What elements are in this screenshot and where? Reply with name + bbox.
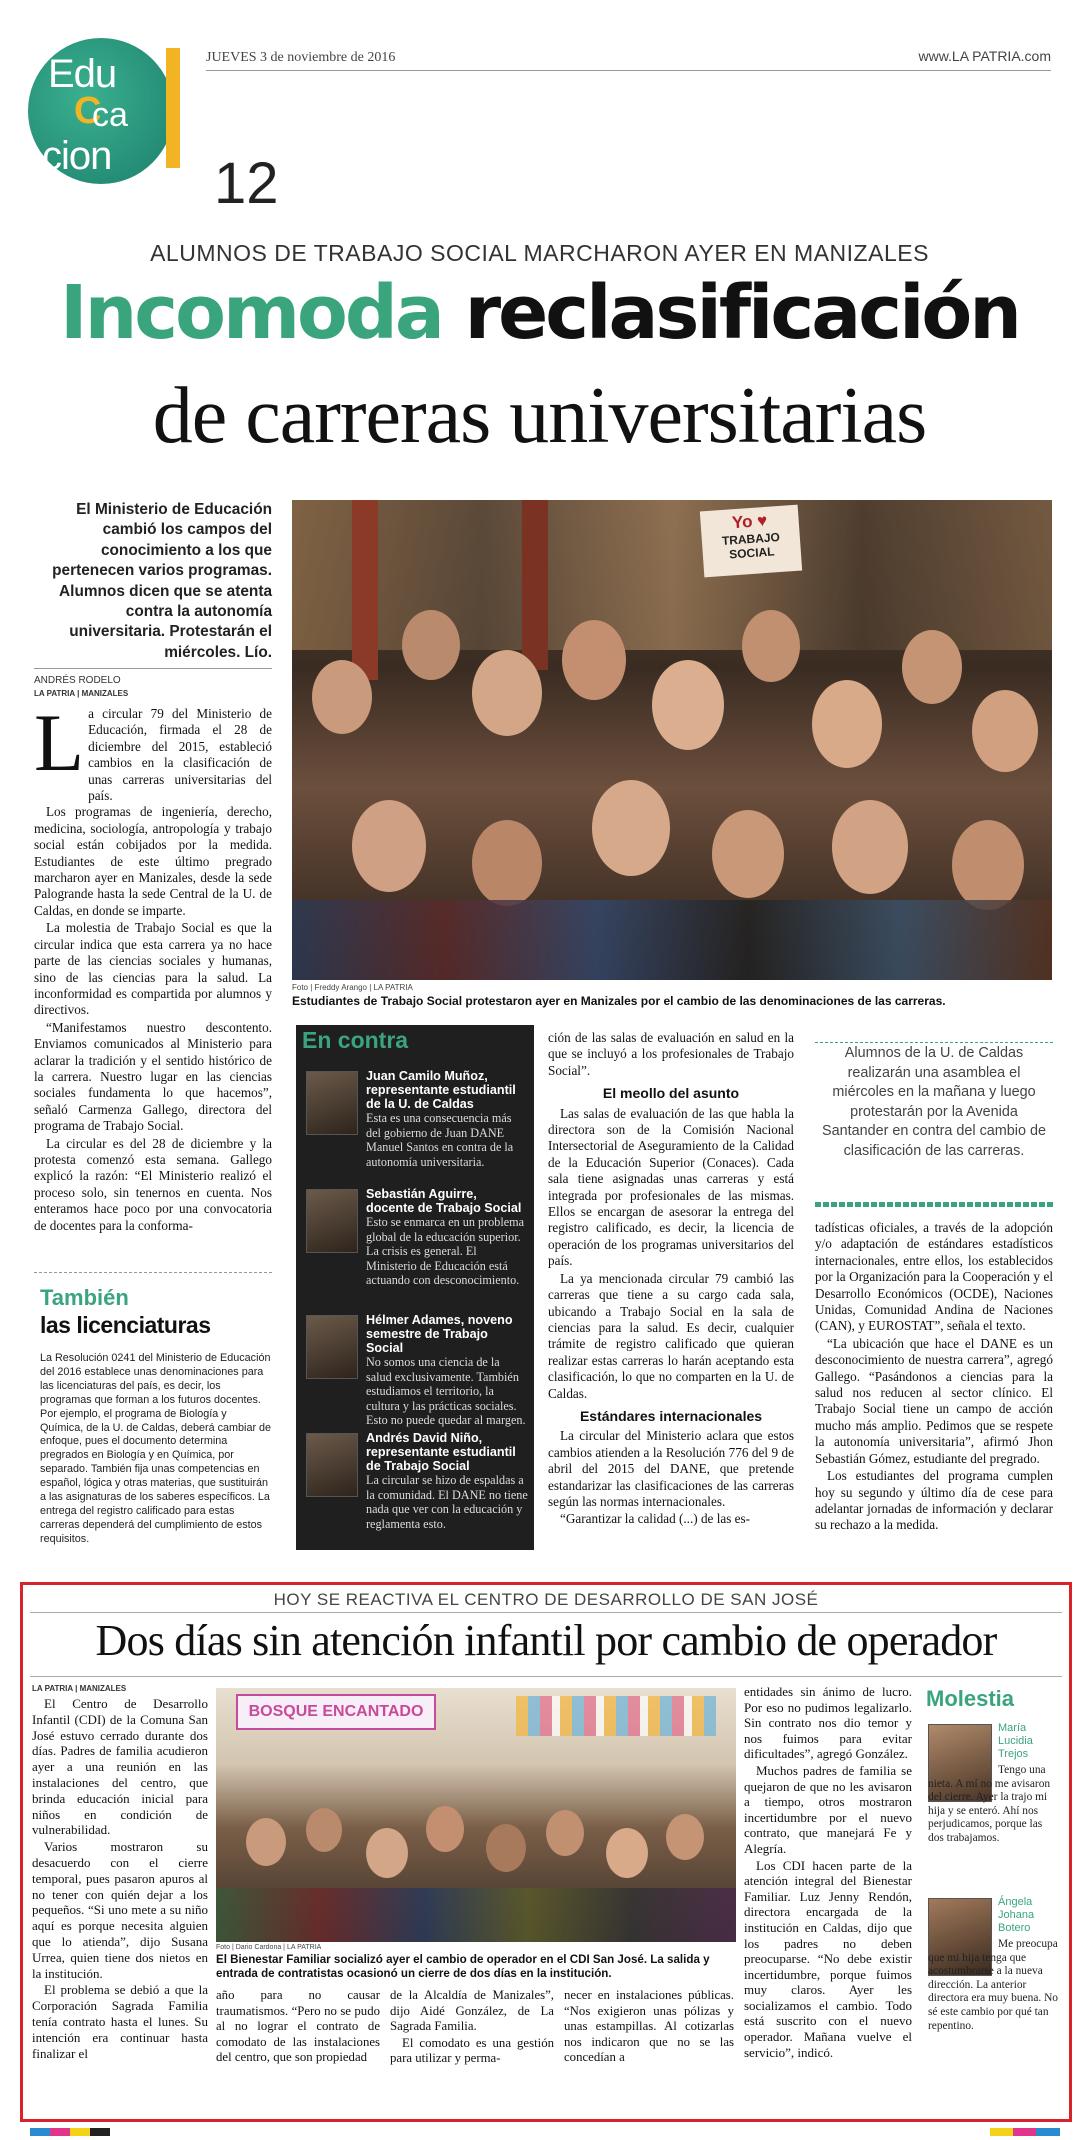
sign-text-1: Yo ♥ — [731, 510, 768, 533]
story1-col1 — [34, 697, 272, 1235]
tambien-title-2: las licenciaturas — [40, 1312, 211, 1338]
para-1: a circular 79 del Ministerio de Educación, firmada el 28 de diciembre del 2015, estableció cambios en la clasificación de unas carreras universitarias del país. — [88, 706, 272, 804]
col4-para-1: tadísticas oficiales, a través de la adopción y/o adaptación de estándares estadísticos internacionales, entre ellos, los establecidos por la Organización para la Cooperación y el Desarrollo Económicos (OCDE), Naciones Unidas, Comunidad Andina de Naciones (CAN), y EUROSTAT”, señala el texto. — [815, 1220, 1053, 1334]
photo-caption: Estudiantes de Trabajo Social protestaron ayer en Manizales por el cambio de las denominaciones de las carreras. — [292, 994, 946, 1008]
story1-kicker: ALUMNOS DE TRABAJO SOCIAL MARCHARON AYER EN MANIZALES — [150, 240, 929, 266]
bottom-col2-text-a: de la Alcaldía de Manizales”, dijo Aidé González, de La Sagrada Familia. — [390, 1988, 554, 2034]
protest-sign — [700, 505, 802, 578]
story2-headline-rule — [30, 1676, 1062, 1677]
col3-para-3: La ya mencionada circular 79 cambió las carreras que tiene a su cargo cada sala, ubicando a Trabajo Social en la sala de ciencias para la salud. Es decir, cualquier trámite de registro calificado que quieran realizar estas carreras lo harán aceptando esta clasificación, lo que no comparten en la U. de Caldas. — [548, 1270, 794, 1401]
crowd-face — [832, 800, 908, 894]
story2-photo — [216, 1688, 736, 1942]
person-name: Andrés David Niño, representante estudiantil de Trabajo Social — [366, 1431, 516, 1473]
en-contra-box — [296, 1025, 534, 1550]
pullquote-rule-bottom — [815, 1202, 1053, 1207]
website[interactable]: www.LA PATRIA.com — [918, 48, 1051, 64]
s2-para-1: El Centro de Desarrollo Infantil (CDI) de la Comuna San José estuvo cerrado durante dos días. Padres de familia acudieron ayer a una reunión en las instalaciones del centro, que brinda educación inicial para niños en condición de vulnerabilidad. — [32, 1696, 208, 1838]
tambien-text: La Resolución 0241 del Ministerio de Educación del 2016 establece unas denominaciones para las licenciaturas del país, es decir, los programas que forman a los futuros docentes. Por ejemplo, el programa de Biología y Química, de la U. de Caldas, deberá cambiar de enfoque, pues el documento determina pregrados en Biología y en Química, por separado. También fija unas competencias en español, lógica y otras materias, que sustituirán a las asignaturas de los saberes específicos. La entrega del registro calificado para estas carreras dependerá del cumplimiento de estos requisitos. — [40, 1352, 272, 1545]
print-color-marks — [30, 2128, 110, 2136]
story1-headline — [0, 268, 1079, 358]
col4-para-2: “La ubicación que hace el DANE es un desconocimiento de nuestra carrera”, agregó Gallego. “Pasándonos a ciencias para la salud nos reducen al sector clínico. El Trabajo Social tiene un campo de acción mucho más amplio. Pedimos que se respete la autonomía universitaria”, afirmó Jhon Sebastián Gómez, estudiante del pregrado. — [815, 1335, 1053, 1466]
person-quote: La circular se hizo de espaldas a la comunidad. El DANE no tiene nada que ver con la educación y reglamenta esto. — [366, 1473, 528, 1531]
pullquote-rule-top — [815, 1042, 1053, 1043]
story1-headline-green: Incomoda — [60, 270, 442, 356]
crowd-face — [306, 1808, 342, 1852]
section-logo-word-2: ca — [92, 96, 128, 134]
person-name: Juan Camilo Muñoz, representante estudiantil de la U. de Caldas — [366, 1069, 516, 1111]
crowd-face — [352, 800, 426, 892]
crowd-face — [472, 650, 542, 736]
crowd-face — [812, 680, 882, 768]
story1-headline-line2: de carreras universitarias — [152, 372, 927, 460]
s2-para-2: Varios mostraron su desacuerdo con el cierre temporal, pues pasaron apuros al no tener con quién dejar a los pequeños. “Si uno mete a su niño aquí es porque necesita alguien que lo atienda”, dijo Susana Urrea, quien tiene dos nietos en la institución. — [32, 1839, 208, 1981]
story1-col3 — [548, 1030, 794, 1529]
lead-paragraph — [34, 697, 272, 804]
section-logo-word-1: Edu — [48, 52, 117, 96]
crowd-face — [562, 620, 626, 700]
para-2: Los programas de ingeniería, derecho, medicina, sociología, antropología y trabajo social están cobijados por la medida. Estudiantes de este último pregrado marcharon ayer en Manizales, desde la sede Palogrande hasta la sede Central de la U. de Caldas, en donde se imparte. — [34, 804, 272, 918]
col4-para-3: Los estudiantes del programa cumplen hoy su segundo y último día de cese para adelantar jornadas de información y declarar su rechazo a la medida. — [815, 1468, 1053, 1533]
drop-cap: L — [34, 697, 85, 788]
photo-banner — [236, 1694, 436, 1730]
crowd-face — [742, 610, 800, 682]
crowd-face — [246, 1818, 286, 1866]
en-contra-item — [302, 1313, 528, 1428]
person-quote: Esto se enmarca en un problema global de la educación superior. La crisis es general. El Ministerio de Educación está actuando con desconocimiento. — [366, 1215, 525, 1288]
section-logo — [28, 38, 198, 188]
crowd-face — [312, 660, 372, 734]
crowd-face — [426, 1806, 464, 1852]
bottom-col1-text: año para no causar traumatismos. “Pero no se pudo al no lograr el contrato de comodato de las instalaciones del centro, que son propiedad — [216, 1988, 380, 2065]
story1-photo — [292, 500, 1052, 980]
photo-decor — [516, 1696, 716, 1736]
crowd-face — [546, 1810, 584, 1856]
sign-text-2: TRABAJO SOCIAL — [721, 529, 781, 562]
crowd-face — [902, 630, 962, 704]
story2-col1 — [32, 1696, 208, 2062]
person-quote: No somos una ciencia de la salud exclusivamente. También estudiamos el territorio, la cultura y las prácticas sociales. Esto no puede quedar al margen. — [366, 1355, 526, 1428]
photo-banner-text: BOSQUE ENCANTADO — [248, 1703, 424, 1720]
photo-seats — [216, 1888, 736, 1942]
story2-headline: Dos días sin atención infantil por cambio de operador — [95, 1616, 997, 1665]
crowd-face — [652, 660, 724, 750]
date-line: JUEVES 3 de noviembre de 2016 — [206, 50, 396, 65]
col3-para-5: “Garantizar la calidad (...) de las es- — [560, 1511, 751, 1527]
section-logo-bar — [166, 48, 180, 168]
s2-para-3: El problema se debió a que la Corporación Sagrada Familia tenía contrato hasta el lunes. Su intención era continuar hasta finalizar el — [32, 1982, 208, 2061]
para-4: “Manifestamos nuestro descontento. Enviamos comunicados al Ministerio para aclarar la tradición y el sentido histórico de la carrera. Nuestro lugar en las ciencias sociales fundamenta lo que hacemos”, señaló Carmenza Gallego, directora del programa de Trabajo Social. — [34, 1019, 272, 1134]
person-name: Sebastián Aguirre, docente de Trabajo Social — [366, 1187, 522, 1215]
crowd-face — [402, 610, 460, 680]
page-number: 12 — [214, 151, 279, 216]
en-contra-item — [302, 1069, 528, 1169]
col3-subhead-1: El meollo del asunto — [602, 1085, 740, 1102]
byline-org: LA PATRIA | MANIZALES — [34, 689, 129, 698]
story2-col3 — [744, 1684, 912, 2061]
print-color-marks-right — [990, 2128, 1060, 2136]
col3-para-2: Las salas de evaluación de las que habla la directora son de la Comisión Nacional Intersectorial de Aseguramiento de la Calidad de la Educación Superior (Conaces). Cada sala tiene asignadas unas carreras y está integrada por profesionales de las mismas. Ellos se encargan de asesorar la entrega del registro calificado, es decir, la licencia de operación de los programas universitarios del país. — [548, 1105, 794, 1269]
en-contra-title: En contra — [302, 1027, 409, 1053]
header-rule — [206, 70, 1051, 71]
section-logo-word-3: cion — [42, 134, 112, 178]
photo-credit: Foto | Freddy Arango | LA PATRIA — [292, 983, 413, 992]
en-contra-item — [302, 1431, 528, 1531]
s2c3-para-2: Muchos padres de familia se quejaron de que no les avisaron a tiempo, otros mostraron incertidumbre por el nuevo contrato, que manejará Fe y Alegría. — [744, 1762, 912, 1856]
photo-pillar-2 — [522, 500, 548, 670]
col3-subhead-2: Estándares internacionales — [579, 1407, 763, 1424]
tambien-rule — [34, 1272, 272, 1273]
photo-shirts — [292, 900, 1052, 980]
bottom-col3-text: necer en instalaciones públicas. “Nos exigieron unas pólizas y unas estampillas. Al cotizarlas nos indicaron que no se las concedían a — [564, 1988, 734, 2065]
molestia-name-2: Ángela Johana Botero — [998, 1896, 1035, 1934]
deck-rule — [34, 668, 272, 669]
crowd-face — [712, 810, 784, 898]
crowd-face — [606, 1828, 648, 1878]
story1-col4 — [815, 1220, 1053, 1535]
en-contra-item — [302, 1187, 528, 1288]
s2c3-para-3: Los CDI hacen parte de la atención integral del Bienestar Familiar. Luz Jenny Rendón, directora encargada de la institución en Caldas, dijo que los padres no deben preocuparse. “No debe existir incertidumbre, porque fuimos muy claros. Ayer les socializamos el cambio. Todo está suscrito con el nuevo operador. Mañana vuelve el servicio”, indicó. — [744, 1857, 912, 2060]
crowd-face — [486, 1824, 526, 1872]
bottom-col2-text-b: El comodato es una gestión para utilizar y perma- — [390, 2035, 554, 2066]
molestia-quote-1: Tengo una nieta. A mí no me avisaron del cierre. Ayer la trajo mi hija y se enteró. Ahí nos perjudicamos, porque las dos trabajamos. — [928, 1764, 1051, 1844]
photo-pillar-1 — [352, 500, 378, 680]
crowd-face — [952, 820, 1024, 910]
molestia-title: Molestia — [926, 1686, 1015, 1711]
crowd-face — [592, 780, 670, 876]
col3-para-4: La circular del Ministerio aclara que estos cambios atienden a la Resolución 776 del 9 de abril del 2015 del DANE, que pretende estandarizar las clasificaciones de las carreras según las normas internacionales. — [548, 1428, 794, 1509]
byline: ANDRÉS RODELO — [34, 675, 121, 686]
story2-byline: LA PATRIA | MANIZALES — [32, 1684, 127, 1693]
tambien-title-1: También — [40, 1285, 129, 1310]
molestia-quote-2: Me preocupa que mi hija tenga que acostumbrarse a la nueva dirección. La anterior directora era muy buena. No sé este cambio por qué tan repentino. — [928, 1938, 1058, 2032]
para-3: La molestia de Trabajo Social es que la circular indica que esta carrera ya no hace parte de las ciencias sociales y humanas, sino de las ciencias para la salud. La inconformidad es compartida por alumnos y directivos. — [34, 920, 272, 1018]
story2-bottom-col3 — [564, 1988, 734, 2067]
crowd-face — [666, 1814, 704, 1860]
crowd-face — [472, 820, 542, 906]
story1-headline-black: reclasificación — [464, 270, 1019, 356]
story2-bottom-col2 — [390, 1988, 554, 2068]
crowd-face — [972, 690, 1038, 772]
story2-photo-caption: El Bienestar Familiar socializó ayer el cambio de operador en el CDI San José. La salida y entrada de contratistas ocasionó un cierre de dos días en la institución. — [216, 1953, 710, 1981]
para-5: La circular es del 28 de diciembre y la protesta comenzó esta semana. Gallego explicó la razón: “El Ministerio realizó el proceso solo, sin tenernos en cuenta. Nos enteramos hace poco por una convocatoria de docentes para la conforma- — [34, 1135, 272, 1233]
person-quote: Esta es una consecuencia más del gobierno de Juan DANE Manuel Santos en contra de la autonomía universitaria. — [366, 1111, 514, 1169]
story2-photo-credit: Foto | Dario Cardona | LA PATRIA — [216, 1944, 322, 1951]
story2-bottom-col1 — [216, 1988, 380, 2067]
section-logo-letter-c: C — [74, 90, 102, 132]
person-name: Hélmer Adames, noveno semestre de Trabajo Social — [366, 1313, 513, 1355]
s2c3-para-1: entidades sin ánimo de lucro. Por eso no pudimos legalizarlo. Sin contrato nos dio temor y nos fuimos para evitar dificultades”, agregó González. — [744, 1684, 912, 1762]
pullquote: Alumnos de la U. de Caldas realizarán una asamblea el miércoles en la mañana y luego protestarán por la Avenida Santander en contra del cambio de clasificación de las carreras. — [821, 1045, 1046, 1159]
story1-deck: El Ministerio de Educación cambió los campos del conocimiento a los que pertenecen varios programas. Alumnos dicen que se atenta contra la autonomía universitaria. Protestarán el miércoles. Lío. — [52, 501, 272, 661]
story2-kicker: HOY SE REACTIVA EL CENTRO DE DESARROLLO DE SAN JOSÉ — [273, 1590, 819, 1609]
crowd-face — [366, 1828, 408, 1878]
molestia-name-1: María Lucidia Trejos — [998, 1722, 1033, 1760]
col3-para-1: ción de las salas de evaluación en salud en la que se incluyó a los profesionales de Trabajo Social”. — [548, 1030, 794, 1078]
